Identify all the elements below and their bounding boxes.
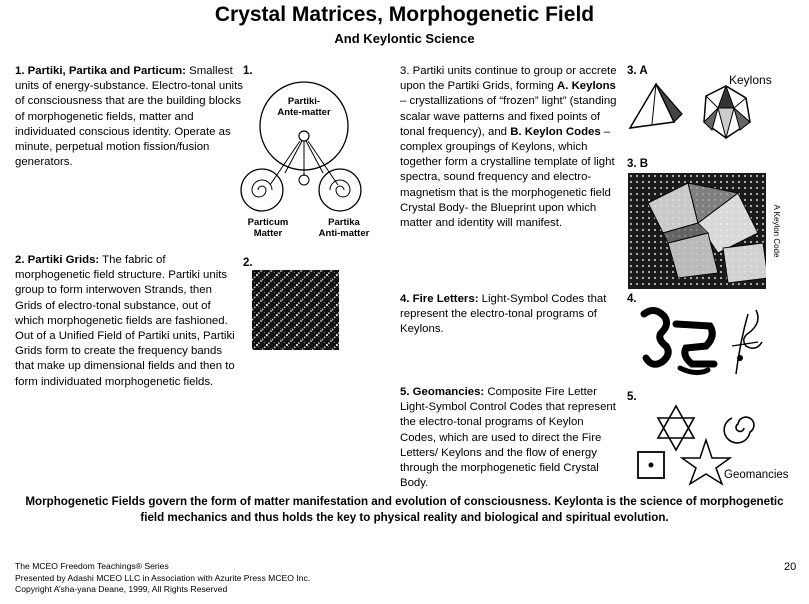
figure-2-number: 2. — [243, 257, 253, 269]
partika-anti-matter-label: Partika Anti-matter — [318, 217, 370, 239]
keylons-body: – crystallizations of “frozen” light” (standing scalar wave patterns and fixed points of tonal frequency), and — [400, 95, 617, 138]
figure-3a-number: 3. A — [627, 65, 648, 77]
page-title: Crystal Matrices, Morphogenetic Field — [214, 3, 595, 26]
section-3-intro: 3. Partiki units continue to group or accrete upon the Partiki Grids, forming — [400, 65, 617, 93]
fire-letters-image — [636, 302, 786, 384]
geomancies-body: Composite Fire Letter Light-Symbol Control Codes that represent the electro-tonal programs of Keylon Codes, which are used to direct the Fire Letters/ Keylons and the flow of energy through the morphogenetic field Crystal Body. — [400, 386, 616, 490]
keylons-label: Keylons — [729, 73, 772, 87]
section-2-body: The fabric of morphogenetic field structure. Partiki units group to form interwoven Strands, then Grids of electro-tonal substance, out of which morphogenetic fields are fashioned. Out of a Unified Field of Partiki units, Partiki Grids form to create the frequency bands that make up dimensional fields and then to form individuated morphogenetic fields. — [15, 254, 235, 388]
section-2-heading: 2. Partiki Grids: — [15, 254, 100, 266]
footer-series: The MCEO Freedom Teachings® Series — [15, 561, 169, 571]
summary-note: Morphogenetic Fields govern the form of matter manifestation and evolution of consciousness. Keylonta is the science of morphogenetic field mechanics and thus holds the key to physical reality and biological and spiritual evolution. — [25, 495, 784, 524]
keylon-codes-heading: B. Keylon Codes — [510, 125, 601, 138]
figure-5-number: 5. — [627, 391, 637, 403]
keylons-heading: A. Keylons — [557, 80, 616, 93]
keylon-code-drawing — [628, 173, 782, 289]
keylon-codes-body: – complex groupings of Keylons, which together form a crystalline template of light spectra, sound frequency and electro-magnetism that is the morphogenetic field Crystal Body- the Blueprint upon which matter and identity will manifest. — [400, 125, 615, 230]
geomancies-label: Geomancies — [724, 469, 789, 481]
particum-matter-label: Particum Matter — [247, 217, 289, 239]
footer-presenter: Presented by Adashi MCEO LLC in Association with Azurite Press MCEO Inc. — [15, 572, 311, 583]
section-1-heading: 1. Partiki, Partika and Particum: — [15, 65, 186, 77]
partiki-grid-image — [252, 270, 339, 350]
footer-copyright: Copyright A’sha-yana Deane, 1999, All Rights Reserved — [15, 584, 228, 594]
particle-ante-matter-label: Partiki-Ante-matter — [277, 96, 331, 118]
section-4 — [400, 292, 620, 338]
geomancies-heading: 5. Geomancies: — [400, 386, 485, 398]
page-number: 20 — [784, 561, 797, 573]
section-5 — [400, 385, 620, 491]
keylon-code-image — [628, 173, 782, 289]
fire-letters-heading: 4. Fire Letters: — [400, 293, 479, 305]
figure-3b-number: 3. B — [627, 158, 649, 170]
section-1 — [15, 64, 243, 170]
section-3 — [400, 64, 618, 231]
partiki-diagram — [240, 78, 370, 248]
keylon-code-side-label: A Keylon Code — [772, 204, 781, 258]
section-1-body: Smallest units of energy-substance. Electro-tonal units of consciousness that are the building blocks of morphogenetic fields, matter and individuated conscious identity. Operate as minute, perpetual motion fission/fusion generators. — [15, 65, 243, 169]
figure-1-number: 1. — [243, 65, 253, 77]
section-2 — [15, 253, 241, 390]
keylons-image — [626, 78, 786, 148]
figure-4-number: 4. — [627, 293, 637, 305]
fire-letters-body: Light-Symbol Codes that represent the electro-tonal programs of Keylons. — [400, 293, 607, 336]
footer — [15, 561, 310, 596]
page-subtitle: And Keylontic Science — [334, 31, 475, 46]
